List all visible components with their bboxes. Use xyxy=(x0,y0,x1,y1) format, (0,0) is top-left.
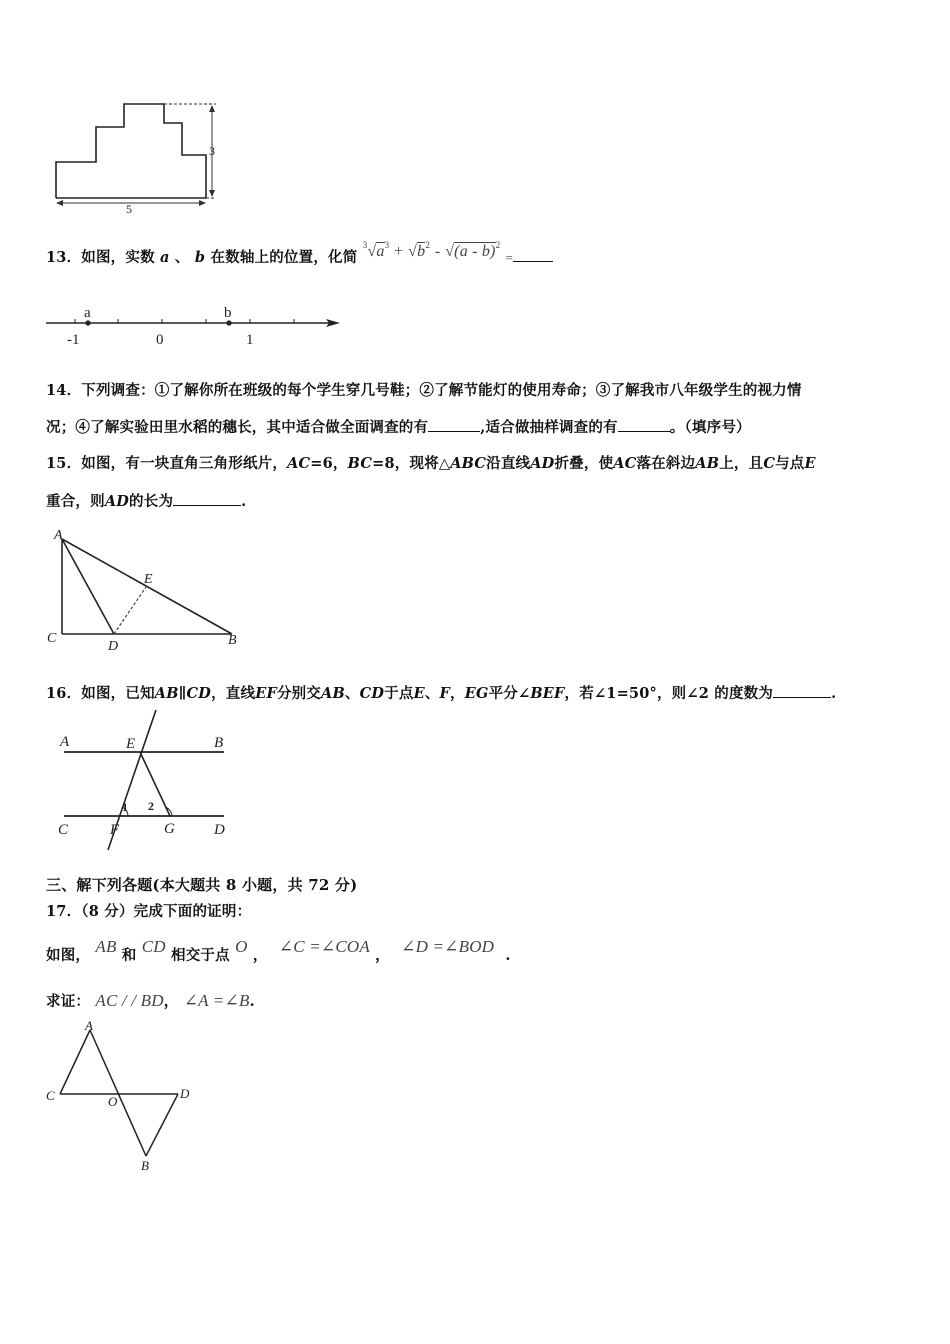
q17-l1a: 如图， xyxy=(46,947,91,964)
q13-var-b: b xyxy=(194,249,206,266)
staircase-width-label: 5 xyxy=(126,202,132,216)
q15-t6: 落在斜边 xyxy=(636,455,696,472)
q15-bc: BC xyxy=(347,455,373,472)
q17-angle: ∠A =∠B xyxy=(183,991,250,1010)
q16-t1: 如图，已知 xyxy=(81,685,155,702)
fig16-angle-1: 1 xyxy=(122,800,128,814)
sqrt-b-radicand: b xyxy=(417,243,426,260)
question-17-header xyxy=(46,900,251,921)
q15-ac: AC xyxy=(287,455,311,472)
q16-t6: 、 xyxy=(424,685,440,702)
q16-t8: 平分∠ xyxy=(488,685,531,702)
fig16-angle-2: 2 xyxy=(148,799,154,813)
q14-text-2a: 况；④了解实验田里水稻的穗长，其中适合做全面调查的有 xyxy=(46,419,429,436)
plus-sign: + xyxy=(394,243,404,260)
staircase-figure xyxy=(44,96,234,216)
q14-blank-full[interactable] xyxy=(428,419,480,432)
q15-abc: ABC xyxy=(450,455,487,472)
q16-ab: AB xyxy=(321,685,345,702)
q15-number: 15． xyxy=(46,455,82,472)
q13-number: 13． xyxy=(46,249,82,266)
intersecting-lines-figure xyxy=(42,1018,202,1178)
q16-t7: ， xyxy=(450,685,465,702)
q17-l1e: ， xyxy=(375,947,390,964)
q17-header-text: 17．（8 分）完成下面的证明： xyxy=(46,903,252,920)
cbrt-exponent: 3 xyxy=(384,240,390,250)
fig17-label-C: C xyxy=(46,1088,55,1103)
answer-blank[interactable] xyxy=(513,249,553,262)
tick-label-0: 0 xyxy=(156,332,164,348)
q13-text-2: 在数轴上的位置，化简 xyxy=(210,249,358,266)
fig16-label-F: F xyxy=(110,822,120,838)
q16-bef: BEF xyxy=(530,685,565,702)
q14-blank-sample[interactable] xyxy=(618,419,670,432)
question-17-prove xyxy=(46,990,255,1011)
radical-sign-icon: √ xyxy=(367,243,377,260)
q17-eq1: ∠C =∠COA xyxy=(278,937,370,956)
fig16-label-E: E xyxy=(126,736,136,752)
q16-eg: EG xyxy=(464,685,489,702)
equals-sign: = xyxy=(505,250,514,265)
triangle-fold-figure xyxy=(42,524,252,656)
q15-l2b: 的长为 xyxy=(129,493,174,510)
q17-l1f: . xyxy=(505,947,511,964)
q13-expression xyxy=(362,240,501,261)
q15-e: E xyxy=(804,455,816,472)
sqrt-ab-exponent: 2 xyxy=(495,240,501,250)
sqrt-b-exponent: 2 xyxy=(425,240,431,250)
tick-label-neg1: -1 xyxy=(67,332,80,348)
fig16-label-G: G xyxy=(164,821,175,837)
q16-f: F xyxy=(439,685,451,702)
q13-var-a: a xyxy=(160,249,170,266)
q16-t5: 于点 xyxy=(384,685,414,702)
q15-t2: =6， xyxy=(310,455,348,472)
q17-l1d: ， xyxy=(252,947,268,964)
fig17-label-A: A xyxy=(85,1018,93,1033)
fig16-label-B: B xyxy=(214,735,224,751)
q15-t8: 与点 xyxy=(775,455,805,472)
fig15-label-E: E xyxy=(144,572,153,587)
section-3-title xyxy=(46,874,357,895)
q16-e: E xyxy=(413,685,425,702)
q15-ad: AD xyxy=(530,455,555,472)
q13-sep: 、 xyxy=(174,249,190,266)
q16-number: 16． xyxy=(46,685,82,702)
q16-t9: ，若∠1=50°，则∠2 的度数为 xyxy=(564,685,774,702)
q17-l1c: 相交于点 xyxy=(171,947,230,964)
q13-text: 如图，实数 xyxy=(81,249,155,266)
q17-parallel: AC / / BD xyxy=(95,991,164,1010)
fig15-label-C: C xyxy=(47,631,57,646)
question-17-given xyxy=(46,936,511,964)
fig15-label-D: D xyxy=(108,639,119,654)
q14-text-1: 14．下列调查：①了解你所在班级的每个学生穿几号鞋；②了解节能灯的使用寿命；③了解我市八年级学生的视力情 xyxy=(46,382,802,399)
q15-ab: AB xyxy=(695,455,720,472)
q17-o: O xyxy=(235,937,248,956)
q16-ab-cd: AB∥CD xyxy=(154,685,212,702)
q16-answer-blank[interactable] xyxy=(773,685,831,698)
tick-label-1: 1 xyxy=(246,332,254,348)
fig17-label-D: D xyxy=(180,1086,190,1101)
q15-l2a: 重合，则 xyxy=(46,493,105,510)
cbrt-radicand: a xyxy=(376,243,385,260)
q16-t10: . xyxy=(831,685,837,702)
fig16-label-A: A xyxy=(60,734,70,750)
fig15-label-B: B xyxy=(228,633,237,648)
question-15-line-2 xyxy=(46,490,246,511)
q15-t5: 折叠，使 xyxy=(554,455,614,472)
q14-text-2c: 。（填序号） xyxy=(669,419,751,436)
fig15-label-A: A xyxy=(54,528,63,543)
q17-eq2: ∠D =∠BOD xyxy=(401,937,495,956)
fig16-label-C: C xyxy=(58,822,69,838)
q15-l2c: . xyxy=(241,493,247,510)
question-14-line-2 xyxy=(46,416,751,437)
cbrt-index: 3 xyxy=(362,240,368,250)
q16-t3: 分别交 xyxy=(276,685,322,702)
section-3-title-text: 三、解下列各题(本大题共 8 小题，共 72 分) xyxy=(46,876,358,894)
q15-ac2: AC xyxy=(613,455,637,472)
q17-ab: AB xyxy=(95,937,117,956)
fig17-label-O: O xyxy=(108,1094,118,1109)
number-line-figure xyxy=(40,300,350,352)
q15-answer-blank[interactable] xyxy=(173,493,241,506)
q15-t3: =8，现将△ xyxy=(372,455,451,472)
q16-t4: 、 xyxy=(344,685,360,702)
q16-cd: CD xyxy=(359,685,385,702)
question-16 xyxy=(46,682,836,703)
q16-t2: ，直线 xyxy=(211,685,256,702)
minus-sign: - xyxy=(434,243,441,260)
q17-l2c: . xyxy=(249,993,255,1010)
sqrt-ab-radicand: (a - b) xyxy=(454,243,496,260)
q14-text-2b: ,适合做抽样调查的有 xyxy=(480,419,618,436)
fig16-label-D: D xyxy=(214,822,225,838)
question-15-line-1 xyxy=(46,452,816,473)
radical-sign-icon: √ xyxy=(408,243,418,260)
q15-t7: 上，且 xyxy=(719,455,764,472)
number-line-label-b: b xyxy=(224,305,232,321)
q15-c: C xyxy=(763,455,776,472)
parallel-lines-figure xyxy=(52,706,242,854)
question-14-line-1 xyxy=(46,379,802,400)
q15-t1: 如图，有一块直角三角形纸片， xyxy=(81,455,288,472)
staircase-height-label: 3 xyxy=(209,144,215,158)
q17-l1b: 和 xyxy=(121,947,137,964)
radical-sign-icon: √ xyxy=(445,243,455,260)
q15-t4: 沿直线 xyxy=(486,455,531,472)
q15-ad2: AD xyxy=(104,493,130,510)
question-13 xyxy=(46,240,553,267)
q17-cd: CD xyxy=(141,937,166,956)
fig17-label-B: B xyxy=(141,1158,149,1173)
number-line-label-a: a xyxy=(84,305,91,321)
q16-ef: EF xyxy=(255,685,277,702)
q17-l2b: ， xyxy=(163,993,179,1010)
q17-l2a: 求证： xyxy=(46,993,91,1010)
